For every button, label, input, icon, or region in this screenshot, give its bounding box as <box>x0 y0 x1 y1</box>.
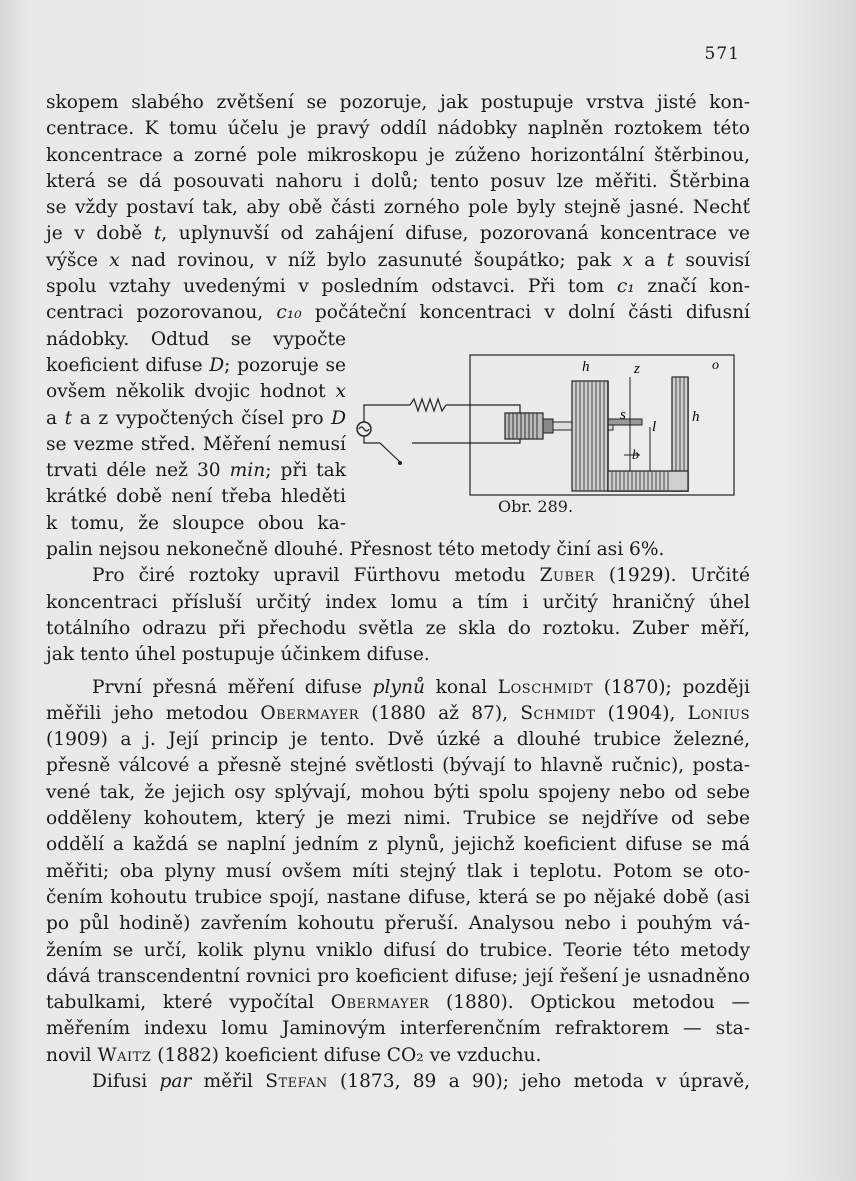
label-s: s <box>620 407 626 423</box>
text-line: měřiti; oba plyny musí ovšem míti stejný tlak i teplotu. Potom se oto- <box>46 860 750 882</box>
text-line: se vždy postaví tak, aby obě části zorného pole byly stejně jasné. Nechť <box>46 197 750 219</box>
coil-core <box>543 419 553 433</box>
text-line: novil Waitz (1882) koeficient difuse CO₂ ve vzduchu. <box>46 1044 542 1066</box>
text-line: k tomu, že sloupce obou ka- <box>46 512 346 534</box>
figure-caption: Obr. 289. <box>498 497 574 516</box>
text-line: krátké době není třeba hleděti <box>46 486 346 508</box>
text-line: po půl hodině) zavřením kohoutu přeruší. Analysou nebo i pouhým vá- <box>46 913 750 935</box>
text-line: měřili jeho metodou Obermayer (1880 až 87), Schmidt (1904), Lonius <box>46 702 750 724</box>
text-line: vené tak, že jejich osy splývají, mohou býti spolu spojeny nebo od sebe <box>46 781 750 803</box>
text-line: a t a z vypočtených čísel pro D <box>46 407 347 429</box>
text-line: palin nejsou nekonečně dlouhé. Přesnost této metody činí asi 6%. <box>46 539 665 561</box>
figure-289-diagram <box>350 347 740 517</box>
text-line: se vezme střed. Měření nemusí <box>46 433 346 455</box>
text-line: skopem slabého zvětšení se pozoruje, jak postupuje vrstva jisté kon- <box>46 92 750 113</box>
text-line: měřením indexu lomu Jaminovým interferenčním refraktorem — sta- <box>46 1018 750 1040</box>
wire-top <box>364 405 410 422</box>
label-h-top: h <box>582 359 590 375</box>
label-z: z <box>634 361 640 377</box>
text-line: tabulkami, které vypočítal Obermayer (1880). Optickou metodou — <box>46 992 750 1014</box>
text-line: přesně válcové a přesně stejné světlosti (bývají to hlavně ručnic), posta- <box>46 755 750 777</box>
text-line: je v době t, uplynuvší od zahájení difuse, pozorovaná koncentrace ve <box>46 223 750 245</box>
text-line: která se dá posouvati nahoru i dolů; tento posuv lze měřiti. Štěrbina <box>46 170 750 192</box>
wire-to-coil-bottom <box>412 439 520 443</box>
switch-contact <box>398 461 402 465</box>
page-number: 571 <box>704 44 740 64</box>
text-line: dává transcendentní rovnici pro koeficient difuse; její řešení je usnadněno <box>46 965 750 987</box>
paragraph-3 <box>46 675 750 1069</box>
body-text <box>46 90 750 1095</box>
text-line: spolu vztahy uvedenými v posledním odstavci. Při tom c₁ značí kon- <box>46 276 750 298</box>
text-line: První přesná měření difuse plynů konal Loschmidt (1870); později <box>92 676 750 698</box>
wire-bottom <box>364 436 380 443</box>
label-h-right: h <box>692 409 700 425</box>
text-line: koeficient difuse D; pozoruje se <box>46 354 346 376</box>
label-l: l <box>652 419 657 435</box>
text-line: jak tento úhel postupuje účinkem difuse. <box>46 644 430 666</box>
text-line: nádobky. Odtud se vypočte <box>46 328 346 350</box>
source-wave-symbol <box>359 427 369 431</box>
text-line: žením se určí, kolik plynu vniklo difusí do trubice. Teorie této metody <box>46 939 750 961</box>
text-line: trvati déle než 30 min; při tak <box>46 460 346 482</box>
paragraph-4 <box>46 1069 750 1095</box>
text-line: centraci pozorovanou, c₁₀ počáteční koncentraci v dolní části difusní <box>46 302 750 324</box>
text-line: totálního odrazu při přechodu světla ze skla do roztoku. Zuber měří, <box>46 617 750 639</box>
text-line: Pro čiré roztoky upravil Fürthovu metodu Zuber (1929). Určité <box>92 565 750 587</box>
text-line: čením kohoutu trubice spojí, nastane difuse, která se po nějaké době (asi <box>46 886 750 908</box>
switch-lever <box>380 443 400 462</box>
text-line: ovšem několik dvojic hodnot x <box>46 381 346 403</box>
text-line: Difusi par měřil Stefan (1873, 89 a 90); jeho metoda v úpravě, <box>92 1070 750 1092</box>
u-tube-bottom-stripes <box>612 471 668 491</box>
text-line: výšce x nad rovinou, v níž bylo zasunuté šoupátko; pak x a t souvisí <box>46 249 750 271</box>
text-line: odděleny kohoutem, který je mezi nimi. Trubice se nejdříve od sebe <box>46 808 750 830</box>
paragraph-2 <box>46 563 750 668</box>
label-b: b <box>632 448 639 463</box>
text-line: (1909) a j. Její princip je tento. Dvě úzké a dlouhé trubice železné, <box>46 729 750 751</box>
text-line: koncentraci přísluší určitý index lomu a tím i určitý hraničný úhel <box>46 591 750 613</box>
label-o: o <box>712 358 719 373</box>
text-line: centrace. K tomu účelu je pravý oddíl nádobky naplněn roztokem této <box>46 118 750 140</box>
resistor-symbol <box>410 399 446 411</box>
vessel-left <box>572 381 608 491</box>
text-line: koncentrace a zorné pole mikroskopu je zúženo horizontální štěrbinou, <box>46 144 750 166</box>
text-line: oddělí a každá se naplní jedním z plynů, jejichž koeficient difuse se má <box>46 834 750 856</box>
